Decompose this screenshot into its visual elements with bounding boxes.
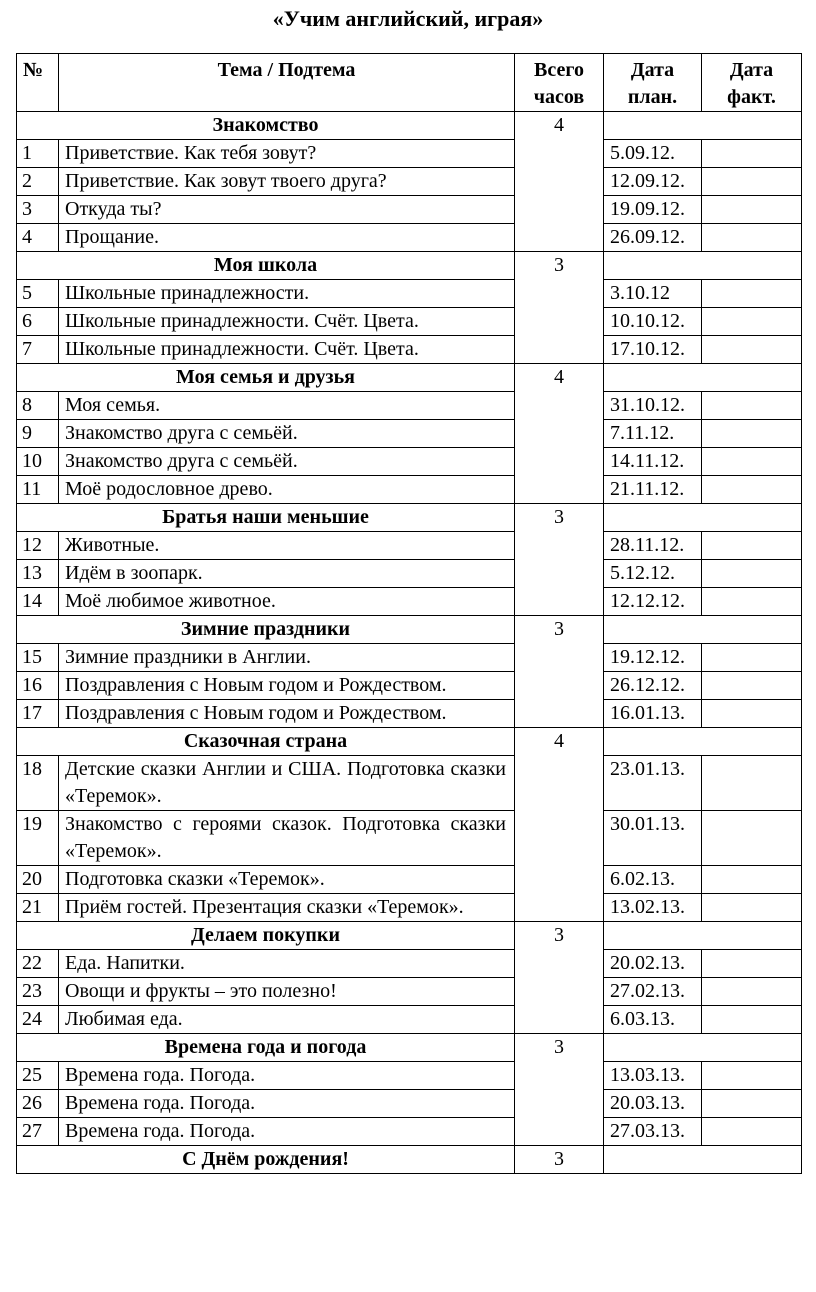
section-row [17, 922, 802, 950]
section-row [17, 616, 802, 644]
planned-date: 17.10.12. [604, 336, 702, 364]
planned-date: 5.12.12. [604, 560, 702, 588]
lesson-topic: Прощание. [59, 224, 515, 252]
lesson-number: 7 [17, 336, 59, 364]
actual-date [702, 1090, 802, 1118]
lesson-number: 18 [17, 756, 59, 811]
lesson-topic: Любимая еда. [59, 1006, 515, 1034]
planned-date: 19.12.12. [604, 644, 702, 672]
table-row [17, 1062, 802, 1090]
actual-date [702, 756, 802, 811]
section-row [17, 252, 802, 280]
lesson-number: 25 [17, 1062, 59, 1090]
lesson-number: 27 [17, 1118, 59, 1146]
section-title: Братья наши меньшие [17, 504, 515, 532]
planned-date: 12.09.12. [604, 168, 702, 196]
section-row [17, 112, 802, 140]
lesson-topic: Моё родословное древо. [59, 476, 515, 504]
section-hours: 3 [515, 616, 604, 728]
table-row [17, 420, 802, 448]
table-body [17, 112, 802, 1174]
lesson-topic: Идём в зоопарк. [59, 560, 515, 588]
planned-date: 6.02.13. [604, 866, 702, 894]
actual-date [702, 392, 802, 420]
actual-date [702, 700, 802, 728]
section-hours: 3 [515, 1034, 604, 1146]
lesson-topic: Моё любимое животное. [59, 588, 515, 616]
section-title: Зимние праздники [17, 616, 515, 644]
section-title: Делаем покупки [17, 922, 515, 950]
lesson-number: 5 [17, 280, 59, 308]
lesson-topic: Школьные принадлежности. [59, 280, 515, 308]
planned-date: 13.02.13. [604, 894, 702, 922]
table-row [17, 700, 802, 728]
planned-date: 14.11.12. [604, 448, 702, 476]
section-hours: 3 [515, 922, 604, 1034]
planned-date: 20.02.13. [604, 950, 702, 978]
lesson-number: 22 [17, 950, 59, 978]
section-planned-date [604, 252, 802, 280]
actual-date [702, 280, 802, 308]
planned-date: 10.10.12. [604, 308, 702, 336]
table-row [17, 811, 802, 866]
actual-date [702, 448, 802, 476]
planned-date: 16.01.13. [604, 700, 702, 728]
table-row [17, 448, 802, 476]
lesson-plan-table [16, 53, 802, 1174]
actual-date [702, 1062, 802, 1090]
section-hours: 4 [515, 112, 604, 252]
table-row [17, 140, 802, 168]
actual-date [702, 168, 802, 196]
header-actual-date: Дата факт. [702, 54, 802, 112]
table-row [17, 978, 802, 1006]
lesson-number: 9 [17, 420, 59, 448]
lesson-topic: Зимние праздники в Англии. [59, 644, 515, 672]
lesson-number: 17 [17, 700, 59, 728]
planned-date: 6.03.13. [604, 1006, 702, 1034]
planned-date: 20.03.13. [604, 1090, 702, 1118]
actual-date [702, 476, 802, 504]
header-total-hours: Всего часов [515, 54, 604, 112]
lesson-number: 11 [17, 476, 59, 504]
section-planned-date [604, 504, 802, 532]
actual-date [702, 672, 802, 700]
lesson-topic: Овощи и фрукты – это полезно! [59, 978, 515, 1006]
planned-date: 26.12.12. [604, 672, 702, 700]
lesson-number: 20 [17, 866, 59, 894]
planned-date: 12.12.12. [604, 588, 702, 616]
lesson-number: 2 [17, 168, 59, 196]
actual-date [702, 894, 802, 922]
section-title: С Днём рождения! [17, 1146, 515, 1174]
table-header-row [17, 54, 802, 112]
planned-date: 19.09.12. [604, 196, 702, 224]
actual-date [702, 978, 802, 1006]
actual-date [702, 811, 802, 866]
planned-date: 27.03.13. [604, 1118, 702, 1146]
planned-date: 31.10.12. [604, 392, 702, 420]
lesson-number: 3 [17, 196, 59, 224]
section-planned-date [604, 922, 802, 950]
section-row [17, 364, 802, 392]
lesson-topic: Знакомство друга с семьёй. [59, 448, 515, 476]
section-planned-date [604, 1034, 802, 1062]
lesson-topic: Детские сказки Англии и США. Подготовка сказки «Теремок». [59, 756, 515, 811]
lesson-number: 19 [17, 811, 59, 866]
lesson-topic: Приём гостей. Презентация сказки «Теремок». [59, 894, 515, 922]
planned-date: 3.10.12 [604, 280, 702, 308]
table-row [17, 196, 802, 224]
lesson-topic: Еда. Напитки. [59, 950, 515, 978]
table-row [17, 1006, 802, 1034]
section-title: Сказочная страна [17, 728, 515, 756]
planned-date: 13.03.13. [604, 1062, 702, 1090]
lesson-topic: Приветствие. Как тебя зовут? [59, 140, 515, 168]
actual-date [702, 950, 802, 978]
lesson-number: 14 [17, 588, 59, 616]
lesson-number: 8 [17, 392, 59, 420]
section-planned-date [604, 112, 802, 140]
lesson-topic: Животные. [59, 532, 515, 560]
lesson-topic: Времена года. Погода. [59, 1090, 515, 1118]
section-planned-date [604, 728, 802, 756]
section-hours: 3 [515, 1146, 604, 1174]
actual-date [702, 224, 802, 252]
table-row [17, 560, 802, 588]
section-row [17, 504, 802, 532]
section-title: Моя школа [17, 252, 515, 280]
planned-date: 26.09.12. [604, 224, 702, 252]
header-planned-date: Дата план. [604, 54, 702, 112]
table-row [17, 476, 802, 504]
section-title: Моя семья и друзья [17, 364, 515, 392]
table-row [17, 168, 802, 196]
actual-date [702, 866, 802, 894]
actual-date [702, 588, 802, 616]
planned-date: 21.11.12. [604, 476, 702, 504]
lesson-number: 24 [17, 1006, 59, 1034]
lesson-number: 1 [17, 140, 59, 168]
section-row [17, 728, 802, 756]
lesson-topic: Школьные принадлежности. Счёт. Цвета. [59, 308, 515, 336]
lesson-topic: Приветствие. Как зовут твоего друга? [59, 168, 515, 196]
lesson-number: 15 [17, 644, 59, 672]
actual-date [702, 1006, 802, 1034]
table-row [17, 336, 802, 364]
table-row [17, 866, 802, 894]
actual-date [702, 140, 802, 168]
table-row [17, 588, 802, 616]
section-title: Времена года и погода [17, 1034, 515, 1062]
lesson-topic: Поздравления с Новым годом и Рождеством. [59, 672, 515, 700]
lesson-topic: Знакомство друга с семьёй. [59, 420, 515, 448]
section-hours: 3 [515, 504, 604, 616]
lesson-number: 12 [17, 532, 59, 560]
lesson-number: 16 [17, 672, 59, 700]
planned-date: 23.01.13. [604, 756, 702, 811]
lesson-topic: Времена года. Погода. [59, 1118, 515, 1146]
lesson-number: 26 [17, 1090, 59, 1118]
lesson-number: 23 [17, 978, 59, 1006]
table-row [17, 1118, 802, 1146]
planned-date: 27.02.13. [604, 978, 702, 1006]
table-row [17, 280, 802, 308]
document-title: «Учим английский, играя» [272, 6, 544, 31]
actual-date [702, 532, 802, 560]
planned-date: 7.11.12. [604, 420, 702, 448]
lesson-topic: Моя семья. [59, 392, 515, 420]
section-title: Знакомство [17, 112, 515, 140]
section-planned-date [604, 364, 802, 392]
actual-date [702, 336, 802, 364]
planned-date: 5.09.12. [604, 140, 702, 168]
table-row [17, 532, 802, 560]
section-planned-date [604, 616, 802, 644]
header-topic: Тема / Подтема [59, 54, 515, 112]
section-row [17, 1034, 802, 1062]
planned-date: 28.11.12. [604, 532, 702, 560]
section-hours: 3 [515, 252, 604, 364]
actual-date [702, 196, 802, 224]
table-row [17, 894, 802, 922]
section-row [17, 1146, 802, 1174]
table-row [17, 644, 802, 672]
table-row [17, 756, 802, 811]
table-row [17, 950, 802, 978]
section-planned-date [604, 1146, 802, 1174]
section-hours: 4 [515, 728, 604, 922]
lesson-topic: Школьные принадлежности. Счёт. Цвета. [59, 336, 515, 364]
actual-date [702, 308, 802, 336]
table-row [17, 1090, 802, 1118]
table-row [17, 392, 802, 420]
header-number: № [17, 54, 59, 112]
lesson-topic: Поздравления с Новым годом и Рождеством. [59, 700, 515, 728]
lesson-number: 4 [17, 224, 59, 252]
section-hours: 4 [515, 364, 604, 504]
actual-date [702, 560, 802, 588]
lesson-topic: Времена года. Погода. [59, 1062, 515, 1090]
table-row [17, 224, 802, 252]
actual-date [702, 420, 802, 448]
actual-date [702, 644, 802, 672]
lesson-number: 21 [17, 894, 59, 922]
lesson-topic: Знакомство с героями сказок. Подготовка сказки «Теремок». [59, 811, 515, 866]
actual-date [702, 1118, 802, 1146]
lesson-number: 13 [17, 560, 59, 588]
planned-date: 30.01.13. [604, 811, 702, 866]
table-row [17, 308, 802, 336]
lesson-topic: Откуда ты? [59, 196, 515, 224]
lesson-topic: Подготовка сказки «Теремок». [59, 866, 515, 894]
lesson-number: 10 [17, 448, 59, 476]
table-row [17, 672, 802, 700]
lesson-number: 6 [17, 308, 59, 336]
